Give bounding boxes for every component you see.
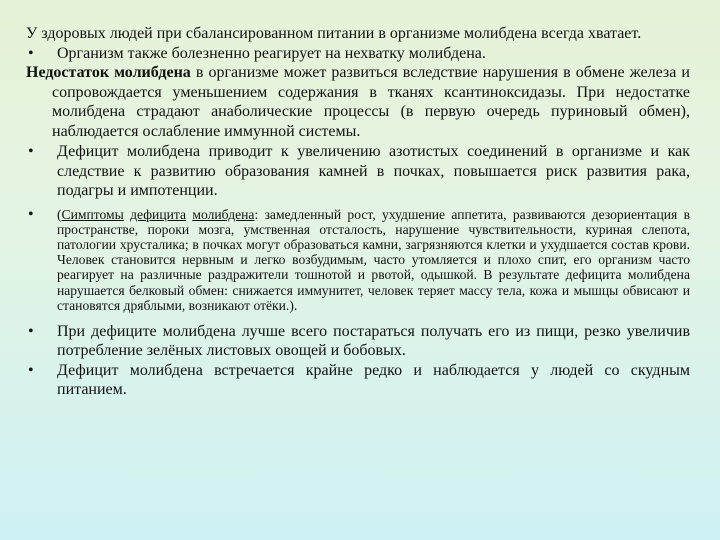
bullet-item-symptoms (26, 207, 690, 313)
symptoms-text: : замедленный рост, ухудшение аппетита, развиваются дезориентация в пространстве, пороки мозга, умственная отсталость, нарушение чувствительности, куриная слепота, патологии хрусталика; в почках могут образоваться камни, загрязняются клетки и ухудшается состав крови. Человек становится нервным и легко возбудимым, часто утомляется и плохо спит, его организм часто реагирует на различные раздражители тошнотой и рвотой, одышкой. В результате дефицита молибдена нарушается белковый обмен: снижается иммунитет, человек теряет массу тела, кожа и мышцы обвисают и становятся дряблыми, возникают отёки.). (57, 206, 690, 313)
bullet-item-consequences (26, 142, 690, 201)
link-symptoms[interactable]: Симптомы (61, 206, 124, 222)
deficiency-term: Недостаток молибдена (26, 64, 191, 81)
bullet-text: При дефиците молибдена лучше всего постараться получать его из пищи, резко увеличив потребление зелёных листовых овощей и бобовых. (57, 322, 690, 360)
bullet-marker: • (28, 44, 34, 62)
bullet-item-reaction (26, 44, 690, 64)
bullet-item-food (26, 322, 690, 361)
link-molybdenum[interactable]: молибдена (192, 206, 255, 222)
deficiency-paragraph (26, 63, 690, 141)
link-deficiency[interactable]: дефицита (130, 206, 187, 222)
open-paren: ( (57, 206, 62, 222)
bullet-text: Дефицит молибдена приводит к увеличению азотистых соединений в организме и как следствие к развитию образования камней в почках, повышается риск развития рака, подагры и импотенции. (57, 143, 690, 199)
slide-content (26, 24, 690, 400)
bullet-text: Организм также болезненно реагирует на нехватку молибдена. (57, 44, 486, 62)
deficiency-text: в организме может развиться вследствие нарушения в обмене железа и сопровождается уменьшением содержания в тканях ксантиноксидазы. При недостатке молибдена страдают анаболические процессы (в первую очередь пуриновый обмен), наблюдается ослабление иммунной системы. (52, 64, 690, 140)
bullet-text: Дефицит молибдена встречается крайне редко и наблюдается у людей со скудным питанием. (57, 361, 690, 399)
bullet-item-rare (26, 361, 690, 400)
bullet-marker: • (28, 361, 34, 379)
bullet-marker: • (28, 205, 34, 223)
bullet-marker: • (28, 322, 34, 340)
bullet-marker: • (28, 143, 34, 160)
intro-paragraph: У здоровых людей при сбалансированном питании в организме молибдена всегда хватает. (26, 25, 642, 42)
